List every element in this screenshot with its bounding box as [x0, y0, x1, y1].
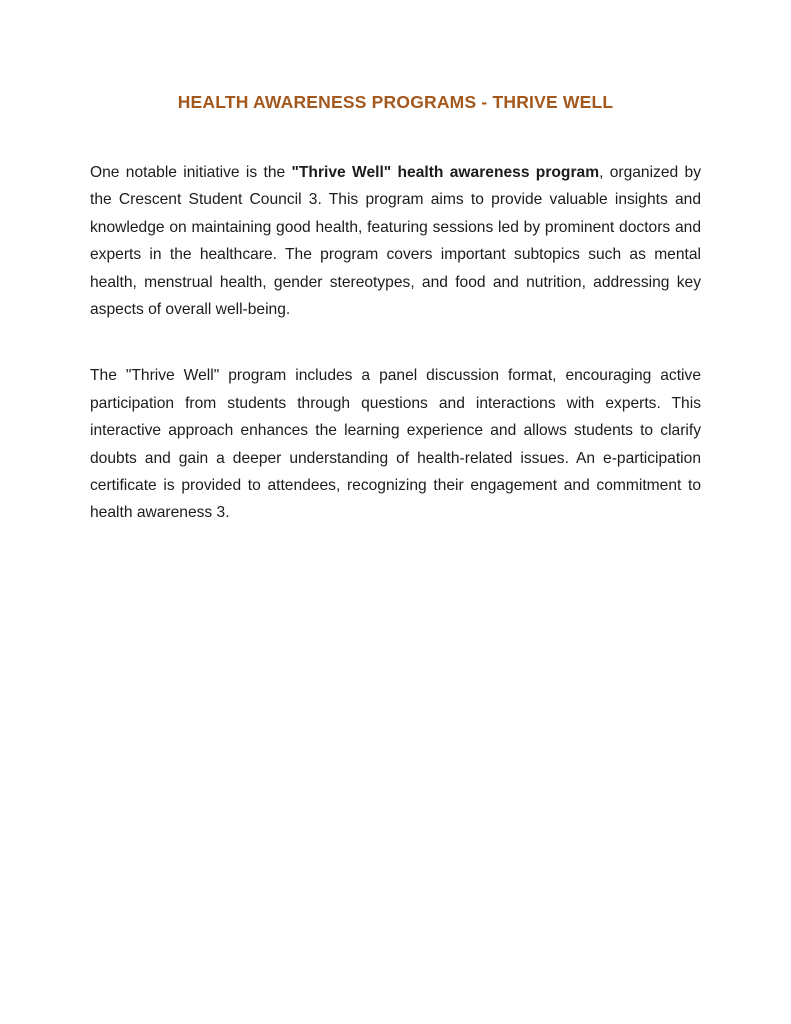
document-content	[90, 0, 701, 527]
document-body	[90, 159, 701, 527]
paragraph-segment: One notable initiative is the	[90, 164, 292, 181]
paragraph-segment-bold: "Thrive Well" health awareness program	[291, 164, 600, 181]
paragraph	[90, 159, 701, 323]
paragraph-segment: , organized by the Crescent Student Council 3. This program aims to provide valuable insights and knowledge on maintaining good health, featuring sessions led by prominent doctors and experts in the healthcare. The program covers important subtopics such as mental health, menstrual health, gender stereotypes, and food and nutrition, addressing key aspects of overall well-being.	[90, 164, 701, 319]
paragraph	[90, 362, 701, 526]
document-title: HEALTH AWARENESS PROGRAMS - THRIVE WELL	[177, 92, 614, 112]
paragraph-segment: The "Thrive Well" program includes a panel discussion format, encouraging active participation from students through questions and interactions with experts. This interactive approach enhances the learning experience and allows students to clarify doubts and gain a deeper understanding of health-related issues. An e-participation certificate is provided to attendees, recognizing their engagement and commitment to health awareness 3.	[90, 367, 701, 522]
